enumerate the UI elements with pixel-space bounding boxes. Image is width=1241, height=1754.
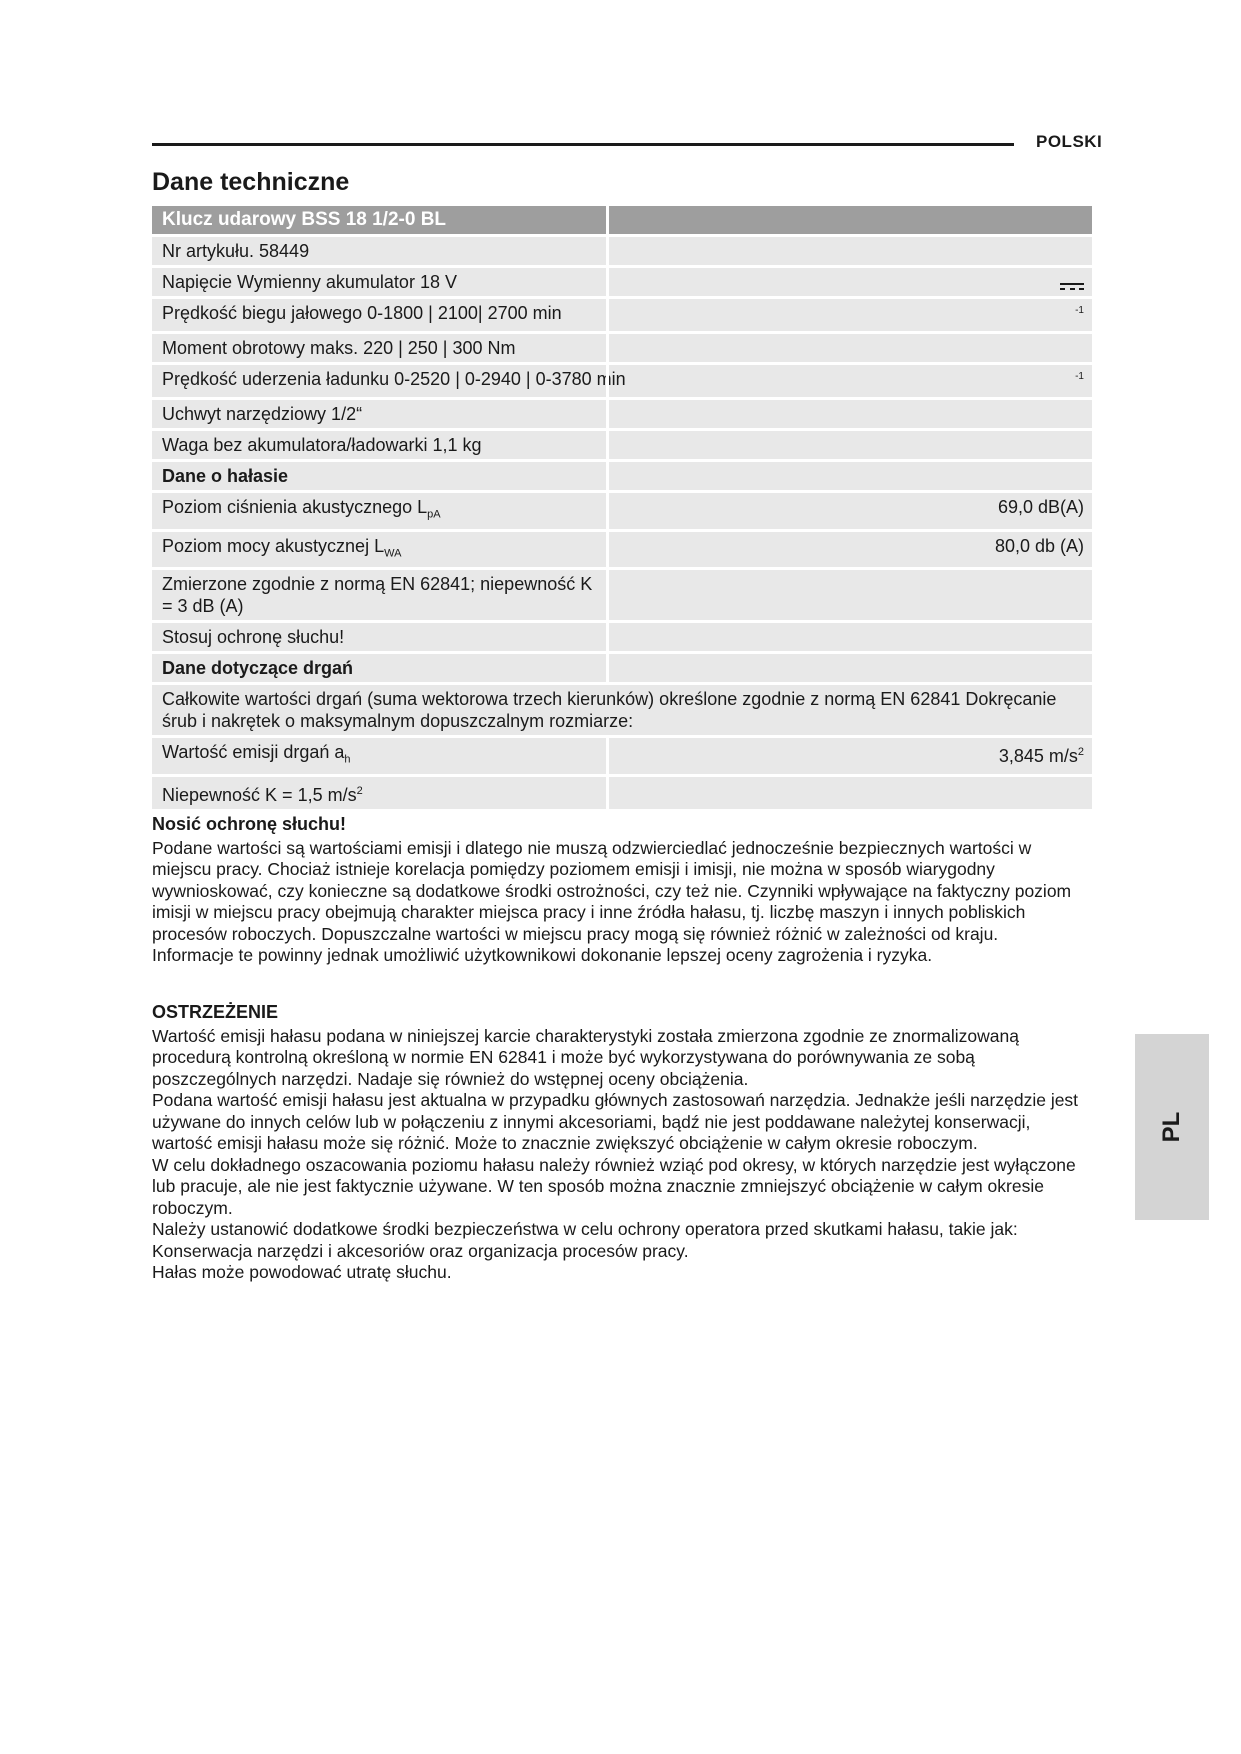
noise-section-row xyxy=(152,462,1092,493)
sound-power-row xyxy=(152,532,1092,571)
vibration-uncertainty-exponent: 2 xyxy=(356,784,363,797)
sound-pressure-row xyxy=(152,493,1092,532)
article-row xyxy=(152,237,1092,268)
page-title: Dane techniczne xyxy=(152,168,350,196)
vibration-uncertainty-row xyxy=(152,777,1092,812)
warning-paragraph-2: Podana wartość emisji hałasu jest aktualna w przypadku głównych zastosowań narzędzia. Jednakże jeśli narzędzie jest używane do innych celów lub w połączeniu z innymi akcesoriami, bądź nie jest poddawane należytej konserwacji, wartość emisji hałasu może się różnić. Może to znacznie zwiększyć obciążenie w całym okresie roboczym. xyxy=(152,1090,1079,1153)
impact-rate-label: Prędkość uderzenia ładunku 0-2520 | 0-2940 | 0-3780 min xyxy=(162,369,626,389)
product-row xyxy=(152,206,1092,237)
tool-holder-row xyxy=(152,400,1092,431)
torque-label: Moment obrotowy maks. 220 | 250 | 300 Nm xyxy=(162,338,516,358)
hearing-protection-body: Podane wartości są wartościami emisji i dlatego nie muszą odzwierciedlać jednocześnie bezpiecznych wartości w miejscu pracy. Chociaż istnieje korelacja pomiędzy poziomem emisji i imisji, nie można w sposób wiarygodny wywnioskować, czy konieczne są dodatkowe środki ostrożności, czy też nie. Czynniki wpływające na faktyczny poziom imisji w miejscu pracy obejmują charakter miejsca pracy i inne źródła hałasu, tj. liczbę maszyn i innych pobliskich procesów roboczych. Dopuszczalne wartości w miejscu pracy mogą się również różnić w zależności od kraju. Informacje te powinny jednak umożliwić użytkownikowi dokonanie lepszej oceny zagrożenia i ryzyka. xyxy=(152,837,1072,965)
weight-label: Waga bez akumulatora/ładowarki 1,1 kg xyxy=(162,435,482,455)
warning-paragraph-3: W celu dokładnego oszacowania poziomu hałasu należy również wziąć pod okresy, w których narzędzie jest wyłączone lub pracuje, ale nie jest faktycznie używane. W ten sposób można znacznie zmniejszyć obciążenie w całym okresie roboczym. xyxy=(152,1154,1076,1218)
sound-power-subscript: WA xyxy=(384,547,402,560)
use-protection-row xyxy=(152,623,1092,654)
vibration-total-note: Całkowite wartości drgań (suma wektorowa trzech kierunków) określone zgodnie z normą EN 62841 Dokręcanie śrub i nakrętek o maksymalnym dopuszczalnym rozmiarze: xyxy=(162,689,1057,732)
use-protection-note: Stosuj ochronę słuchu! xyxy=(162,627,345,648)
weight-row xyxy=(152,431,1092,462)
voltage-row xyxy=(152,268,1092,299)
vibration-section-title: Dane dotyczące drgań xyxy=(162,658,354,679)
language-side-tab-label: PL xyxy=(1158,1111,1185,1143)
article-number: Nr artykułu. 58449 xyxy=(162,241,310,261)
tool-holder-label: Uchwyt narzędziowy 1/2“ xyxy=(162,404,363,424)
warning-section xyxy=(152,1002,1082,1284)
idle-speed-unit-exponent: -1 xyxy=(1075,305,1084,316)
measured-row xyxy=(152,570,1092,623)
sound-pressure-value: 69,0 dB(A) xyxy=(606,493,1092,529)
vibration-emission-value: 3,845 $m/s^2$ xyxy=(606,738,1092,774)
vibration-uncertainty-label: Niepewność K = 1,5 $m/s^2$ xyxy=(162,784,363,805)
header-rule xyxy=(152,143,1014,146)
vibration-emission-row xyxy=(152,738,1092,777)
warning-paragraph-1: Wartość emisji hałasu podana w niniejszej karcie charakterystyki została zmierzona zgodnie ze znormalizowaną procedurą kontrolną określoną w normie EN 62841 i może być wykorzystywana do porównywania ze sobą poszczególnych narzędzi. Nadaje się również do wstępnej oceny obciążenia. xyxy=(152,1025,1019,1089)
vibration-emission-label: Wartość emisji drgań $a_h$ xyxy=(162,742,351,766)
vibration-section-row xyxy=(152,654,1092,685)
idle-speed-label: Prędkość biegu jałowego 0-1800 | 2100| 2700 min xyxy=(162,303,562,323)
sound-pressure-label: Poziom ciśnienia akustycznego $L_{pA}$ xyxy=(162,497,441,521)
dc-current-icon xyxy=(1060,282,1084,292)
noise-section-title: Dane o hałasie xyxy=(162,466,289,486)
impact-rate-row xyxy=(152,365,1092,400)
idle-speed-row xyxy=(152,299,1092,334)
torque-row xyxy=(152,334,1092,365)
language-side-tab xyxy=(1135,1034,1209,1220)
warning-title: OSTRZEŻENIE xyxy=(152,1002,279,1022)
sound-power-value: 80,0 db (A) xyxy=(606,532,1092,568)
measured-note: Zmierzone zgodnie z normą EN 62841; niepewność K = 3 dB (A) xyxy=(162,574,593,617)
warning-paragraph-4: Należy ustanowić dodatkowe środki bezpieczeństwa w celu ochrony operatora przed skutkami hałasu, takie jak: Konserwacja narzędzi i akcesoriów oraz organizacja procesów pracy. xyxy=(152,1219,1018,1261)
sound-power-label: Poziom mocy akustycznej $L_{WA}$ xyxy=(162,535,402,560)
hearing-protection-section xyxy=(152,814,1082,967)
vibration-total-row xyxy=(152,685,1092,738)
product-name: Klucz udarowy BSS 18 1/2-0 BL xyxy=(162,209,447,230)
vibration-emission-exponent: 2 xyxy=(1077,746,1084,759)
vibration-emission-subscript: h xyxy=(344,753,351,766)
hearing-protection-title: Nosić ochronę słuchu! xyxy=(152,814,347,834)
spec-table xyxy=(152,206,1092,812)
impact-rate-unit-exponent: -1 xyxy=(1075,371,1084,382)
voltage-label: Napięcie Wymienny akumulator 18 V xyxy=(162,272,457,292)
language-header: POLSKI xyxy=(1036,132,1103,151)
sound-pressure-subscript: pA xyxy=(427,508,441,521)
warning-paragraph-5: Hałas może powodować utratę słuchu. xyxy=(152,1262,452,1282)
